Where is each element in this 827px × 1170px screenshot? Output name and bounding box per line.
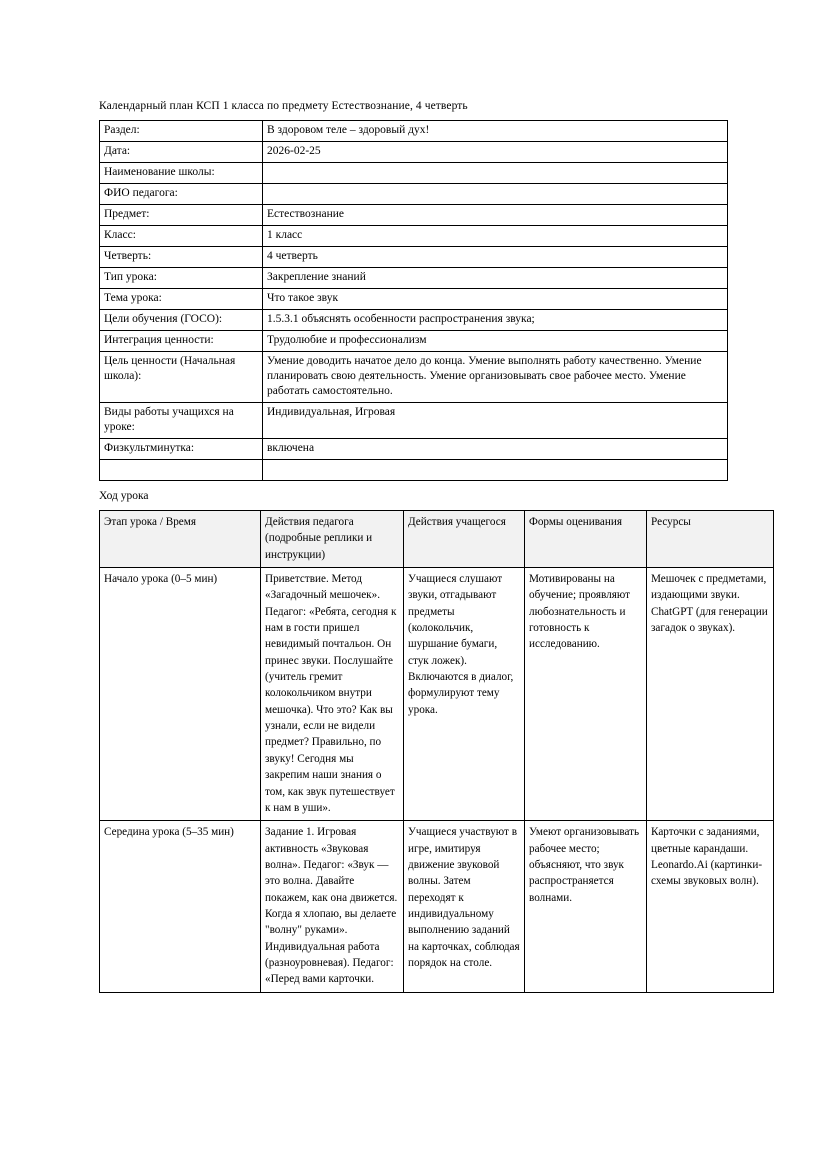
info-value: Естествознание: [263, 205, 728, 226]
cell-student-actions: Учащиеся участвуют в игре, имитируя движение звуковой волны. Затем переходят к индивидуальному выполнению заданий на карточках, соблюдая порядок на столе.: [404, 821, 525, 992]
table-row: [100, 289, 728, 310]
lesson-flow-body: [100, 568, 774, 993]
table-row: [100, 247, 728, 268]
info-label: Виды работы учащихся на уроке:: [100, 403, 263, 439]
info-label: Предмет:: [100, 205, 263, 226]
lesson-info-body: [100, 121, 728, 481]
table-row: [100, 142, 728, 163]
column-header-stage: Этап урока / Время: [100, 511, 261, 568]
info-label: Четверть:: [100, 247, 263, 268]
info-value: 1 класс: [263, 226, 728, 247]
cell-teacher-actions: Задание 1. Игровая активность «Звуковая волна». Педагог: «Звук — это волна. Давайте покажем, как она движется. Когда я хлопаю, вы делаете "волну" руками». Индивидуальная работа (разноуровневая). Педагог: «Перед вами карточки.: [261, 821, 404, 992]
column-header-student-actions: Действия учащегося: [404, 511, 525, 568]
table-row: [100, 439, 728, 460]
info-label: Тип урока:: [100, 268, 263, 289]
info-value: 4 четверть: [263, 247, 728, 268]
info-label: Цель ценности (Начальная школа):: [100, 352, 263, 403]
cell-teacher-actions: Приветствие. Метод «Загадочный мешочек». Педагог: «Ребята, сегодня к нам в гости пришел невидимый почтальон. Он принес звуки. Послушайте (учитель гремит колокольчиком внутри мешочка). Что это? Как вы узнали, если не видели предмет? Правильно, по звуку! Сегодня мы закрепим наши знания о том, как звук путешествует к нам в уши».: [261, 568, 404, 821]
table-row: [100, 331, 728, 352]
info-label: Класс:: [100, 226, 263, 247]
info-label: Цели обучения (ГОСО):: [100, 310, 263, 331]
info-value: Индивидуальная, Игровая: [263, 403, 728, 439]
info-label: Интеграция ценности:: [100, 331, 263, 352]
column-header-assessment-forms: Формы оценивания: [525, 511, 647, 568]
cell-resources: Карточки с заданиями, цветные карандаши. Leonardo.Ai (картинки-схемы звуковых волн).: [647, 821, 774, 992]
page-title: Календарный план КСП 1 класса по предмету Естествознание, 4 четверть: [99, 100, 468, 112]
info-value: Умение доводить начатое дело до конца. Умение выполнять работу качественно. Умение планировать свою деятельность. Умение организовывать свое рабочее место. Умение работать самостоятельно.: [263, 352, 728, 403]
info-value: [263, 163, 728, 184]
info-value: Трудолюбие и профессионализм: [263, 331, 728, 352]
table-row: [100, 460, 728, 481]
info-label: [100, 460, 263, 481]
info-label: Раздел:: [100, 121, 263, 142]
table-row: [100, 163, 728, 184]
column-header-resources: Ресурсы: [647, 511, 774, 568]
info-value: 2026-02-25: [263, 142, 728, 163]
info-value: В здоровом теле – здоровый дух!: [263, 121, 728, 142]
table-row: [100, 403, 728, 439]
table-row: [100, 268, 728, 289]
cell-resources: Мешочек с предметами, издающими звуки. ChatGPT (для генерации загадок о звуках).: [647, 568, 774, 821]
table-row: [100, 121, 728, 142]
cell-assessment-forms: Умеют организовывать рабочее место; объясняют, что звук распространяется волнами.: [525, 821, 647, 992]
table-row: [100, 205, 728, 226]
info-label: Тема урока:: [100, 289, 263, 310]
info-label: ФИО педагога:: [100, 184, 263, 205]
table-row: [100, 310, 728, 331]
column-header-teacher-actions: Действия педагога (подробные реплики и инструкции): [261, 511, 404, 568]
info-value: [263, 460, 728, 481]
cell-stage: Начало урока (0–5 мин): [100, 568, 261, 821]
info-label: Физкультминутка:: [100, 439, 263, 460]
table-row: [100, 352, 728, 403]
info-value: включена: [263, 439, 728, 460]
cell-stage: Середина урока (5–35 мин): [100, 821, 261, 992]
info-value: [263, 184, 728, 205]
lesson-flow-head: [100, 511, 774, 568]
table-row: [100, 568, 774, 821]
lesson-info-table: [99, 120, 728, 481]
cell-assessment-forms: Мотивированы на обучение; проявляют любознательность и готовность к исследованию.: [525, 568, 647, 821]
section-label-lesson-flow: Ход урока: [99, 490, 149, 502]
info-value: Закрепление знаний: [263, 268, 728, 289]
table-header-row: [100, 511, 774, 568]
info-value: Что такое звук: [263, 289, 728, 310]
table-row: [100, 184, 728, 205]
info-value: 1.5.3.1 объяснять особенности распространения звука;: [263, 310, 728, 331]
cell-student-actions: Учащиеся слушают звуки, отгадывают предметы (колокольчик, шуршание бумаги, стук ложек). Включаются в диалог, формулируют тему урока.: [404, 568, 525, 821]
table-row: [100, 821, 774, 992]
lesson-flow-table: [99, 510, 774, 993]
info-label: Наименование школы:: [100, 163, 263, 184]
table-row: [100, 226, 728, 247]
info-label: Дата:: [100, 142, 263, 163]
